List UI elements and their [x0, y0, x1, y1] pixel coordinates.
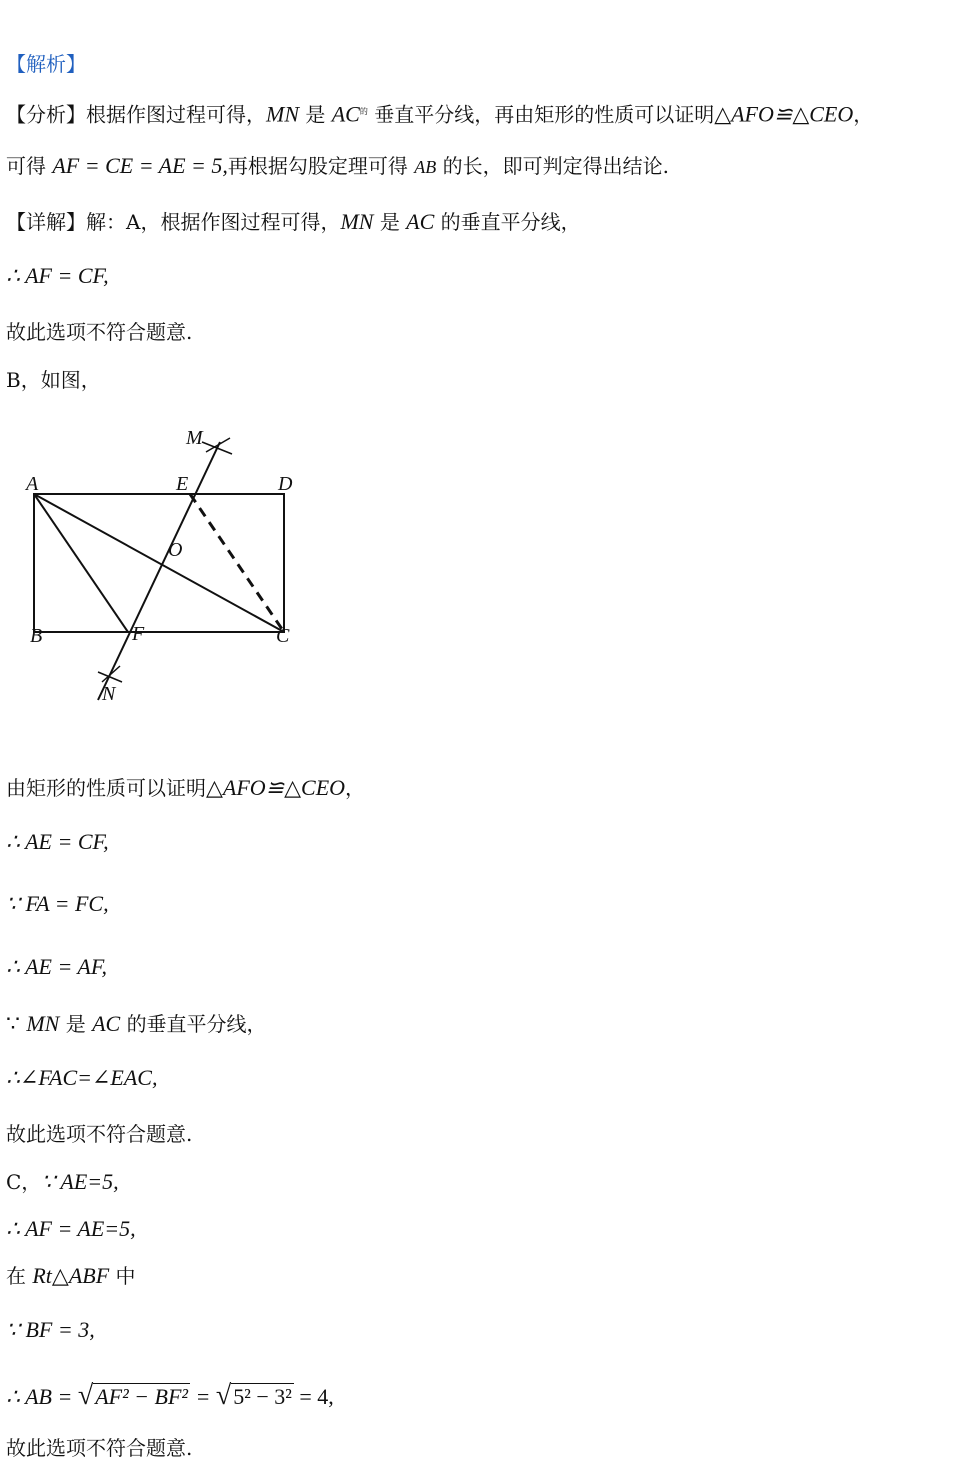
line2-c: 的长，即可判定得出结论.: [442, 154, 669, 178]
step13-in: 在: [6, 1264, 26, 1288]
step-conclusion-b: 故此选项不符合题意.: [6, 1122, 193, 1146]
analysis-text-2: 垂直平分线，再由矩形的性质可以证明: [374, 102, 715, 127]
step-bf: ∵ BF = 3,: [6, 1317, 95, 1342]
step-congruence: [6, 774, 365, 802]
line-mn: [98, 442, 220, 700]
step15-lhs: ∴ AB =: [6, 1384, 73, 1409]
step-af-cf: ∴ AF = CF,: [6, 263, 109, 288]
step8-mn: MN: [26, 1011, 60, 1036]
math-mn: MN: [266, 101, 299, 127]
label-f: F: [132, 623, 145, 645]
step4-text: 由矩形的性质可以证明: [6, 776, 206, 800]
label-o: O: [168, 539, 183, 561]
step-conclusion-c: 故此选项不符合题意.: [6, 1436, 193, 1460]
detail-intro: 解：A，根据作图过程可得，: [86, 210, 341, 234]
step-in-triangle: [6, 1262, 136, 1290]
step8-is: 是: [65, 1012, 86, 1036]
step11-math: ∵ AE=5,: [41, 1169, 119, 1194]
label-b: B: [30, 625, 43, 647]
step4-math: △AFO≌△CEO: [206, 775, 346, 800]
label-d: D: [278, 473, 293, 495]
step-mn-bisector: [6, 1010, 267, 1038]
segment-af: [34, 494, 128, 632]
detail-label: 【详解】: [6, 210, 86, 234]
analysis-line-1: [6, 98, 873, 129]
line2-b: 再根据勾股定理可得: [227, 154, 408, 178]
radicand-2: 5² − 3²: [233, 1384, 292, 1409]
detail-ac: AC: [406, 209, 435, 234]
diagonal-ac: [34, 494, 284, 632]
step-conclusion-a: 故此选项不符合题意.: [6, 320, 193, 344]
step13-math: Rt△ABF: [32, 1263, 110, 1288]
step8-tail: 的垂直平分线，: [126, 1012, 267, 1036]
detail-mn: MN: [340, 209, 374, 234]
analysis-text-1: 根据作图过程可得，: [86, 102, 266, 127]
math-ac: AC: [331, 101, 360, 127]
step11-c: C，: [6, 1170, 42, 1194]
math-af-ce-ae: AF = CE = AE = 5,: [52, 153, 228, 178]
step13-mid: 中: [115, 1264, 136, 1288]
step-b-intro: B，如图，: [6, 368, 101, 392]
step-ae-af: ∴ AE = AF,: [6, 954, 107, 979]
dashed-ec: [190, 494, 284, 632]
math-congruence-1: △AFO≌△CEO: [714, 101, 854, 127]
analysis-comma: ，: [853, 102, 874, 127]
label-e: E: [176, 473, 189, 495]
detail-tail: 的垂直平分线，: [440, 210, 581, 234]
step8-ac: AC: [92, 1011, 121, 1036]
geometry-figure: [20, 420, 320, 710]
step-ab-sqrt: ∴ AB = √AF² − BF² = √5² − 3² = 4,: [6, 1380, 334, 1411]
radicand-1: AF² − BF²: [95, 1384, 188, 1409]
math-ab: AB: [414, 157, 437, 177]
line2-a: 可得: [6, 154, 46, 178]
detail-line: [6, 208, 581, 236]
step4-comma: ，: [345, 776, 366, 800]
step-angle: ∴∠FAC=∠EAC,: [6, 1065, 158, 1090]
step8-because: ∵: [6, 1011, 20, 1036]
section-title: 【解析】: [6, 52, 86, 76]
step-af-ae: ∴ AF = AE=5,: [6, 1216, 136, 1241]
detail-is: 是: [379, 210, 400, 234]
label-n: N: [102, 683, 116, 705]
label-m: M: [186, 427, 203, 449]
analysis-is: 是: [305, 102, 326, 127]
tiny-mark: 的: [359, 107, 368, 116]
step15-end: = 4,: [299, 1384, 334, 1409]
step15-eq: =: [195, 1384, 211, 1409]
analysis-line-2: [6, 152, 669, 181]
step-c-intro: [6, 1168, 119, 1196]
analysis-label: 【分析】: [6, 102, 86, 127]
step-ae-cf: ∴ AE = CF,: [6, 829, 109, 854]
step-fa-fc: ∵ FA = FC,: [6, 891, 109, 916]
label-c: C: [276, 625, 290, 647]
label-a: A: [26, 473, 39, 495]
